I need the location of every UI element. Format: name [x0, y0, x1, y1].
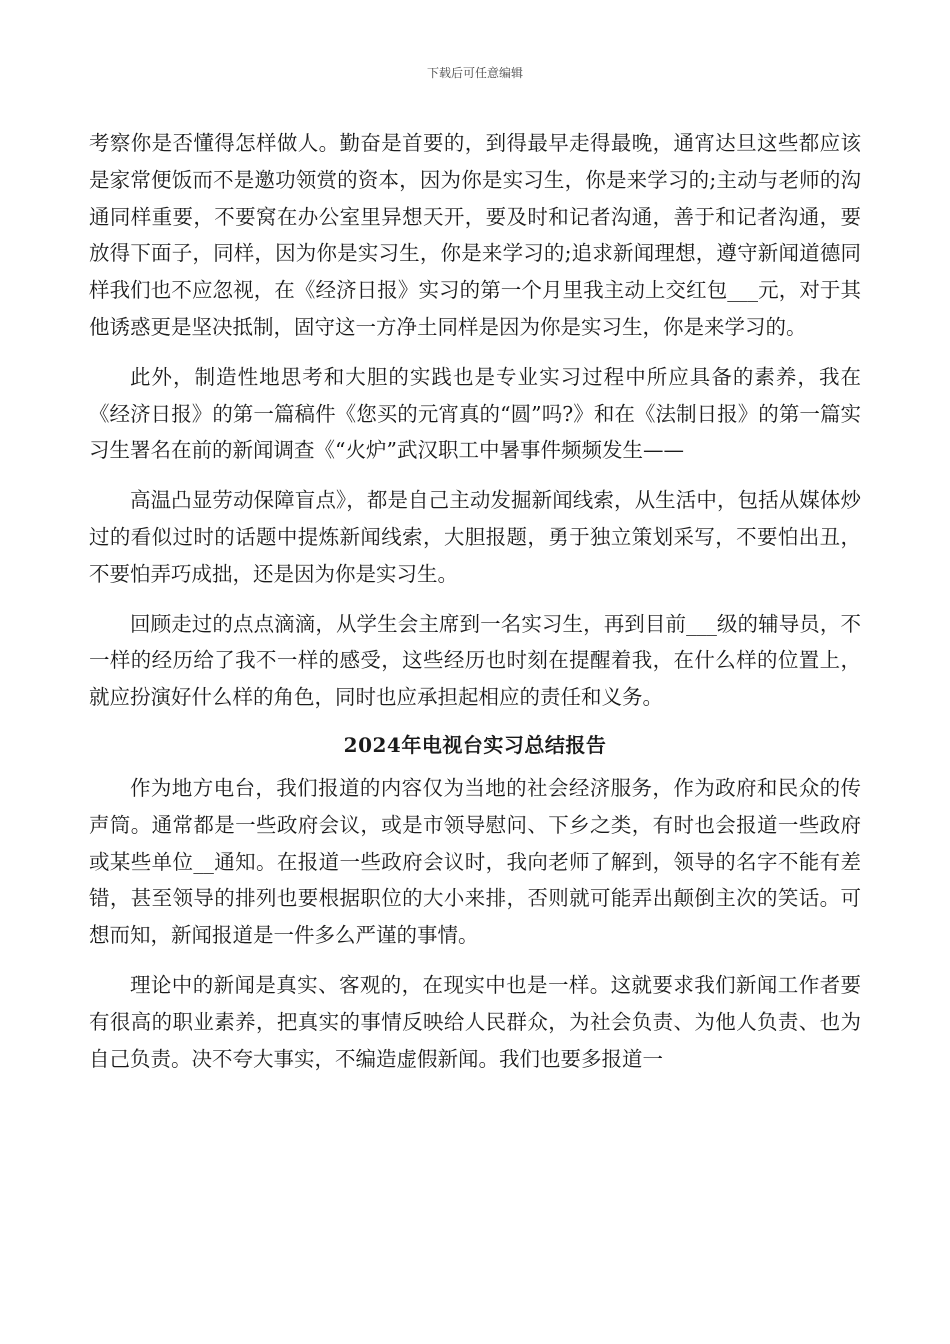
section-title: 2024年电视台实习总结报告 — [343, 732, 607, 757]
paragraph-news-leads: 高温凸显劳动保障盲点》，都是自己主动发掘新闻线索，从生活中，包括从媒体炒过的看似过时的话题中提炼新闻线索，大胆报题，勇于独立策划采写，不要怕出丑，不要怕弄巧成拙，还是因为你是实习生。 — [89, 488, 861, 586]
paragraph-news-truth: 理论中的新闻是真实、客观的，在现实中也是一样。这就要求我们新闻工作者要有很高的职业素养，把真实的事情反映给人民群众，为社会负责、为他人负责、也为自己负责。决不夸大事实，不编造虚假新闻。我们也要多报道一 — [89, 972, 861, 1071]
page-header: 下载后可任意编辑 — [426, 66, 523, 80]
document-body — [89, 125, 861, 1077]
paragraph-reflection: 回顾走过的点点滴滴，从学生会主席到一名实习生，再到目前___级的辅导员，不一样的经历给了我不一样的感受，这些经历也时刻在提醒着我，在什么样的位置上，就应扮演好什么样的角色，同时也应承担起相应的责任和义务。 — [89, 611, 861, 710]
paragraph-continuation: 考察你是否懂得怎样做人。勤奋是首要的，到得最早走得最晚，通宵达旦这些都应该是家常便饭而不是邀功领赏的资本，因为你是实习生，你是来学习的;主动与老师的沟通同样重要，不要窝在办公室里异想天开，要及时和记者沟通，善于和记者沟通，要放得下面子，同样，因为你是实习生，你是来学习的;追求新闻理想，遵守新闻道德同样我们也不应忽视，在《经济日报》实习的第一个月里我主动上交红包___元，对于其他诱惑更是坚决抵制，固守这一方净土同样是因为你是实习生，你是来学习的。 — [89, 131, 861, 339]
paragraph-creative-practice: 此外，制造性地思考和大胆的实践也是专业实习过程中所应具备的素养，我在《经济日报》的第一篇稿件《您买的元宵真的“圆”吗?》和在《法制日报》的第一篇实习生署名在前的新闻调查《“火炉”武汉职工中暑事件频频发生—— — [89, 364, 861, 463]
paragraph-local-station: 作为地方电台，我们报道的内容仅为当地的社会经济服务，作为政府和民众的传声筒。通常都是一些政府会议，或是市领导慰问、下乡之类，有时也会报道一些政府或某些单位__通知。在报道一些政府会议时，我向老师了解到，领导的名字不能有差错，甚至领导的排列也要根据职位的大小来排，否则就可能弄出颠倒主次的笑话。可想而知，新闻报道是一件多么严谨的事情。 — [89, 775, 861, 948]
